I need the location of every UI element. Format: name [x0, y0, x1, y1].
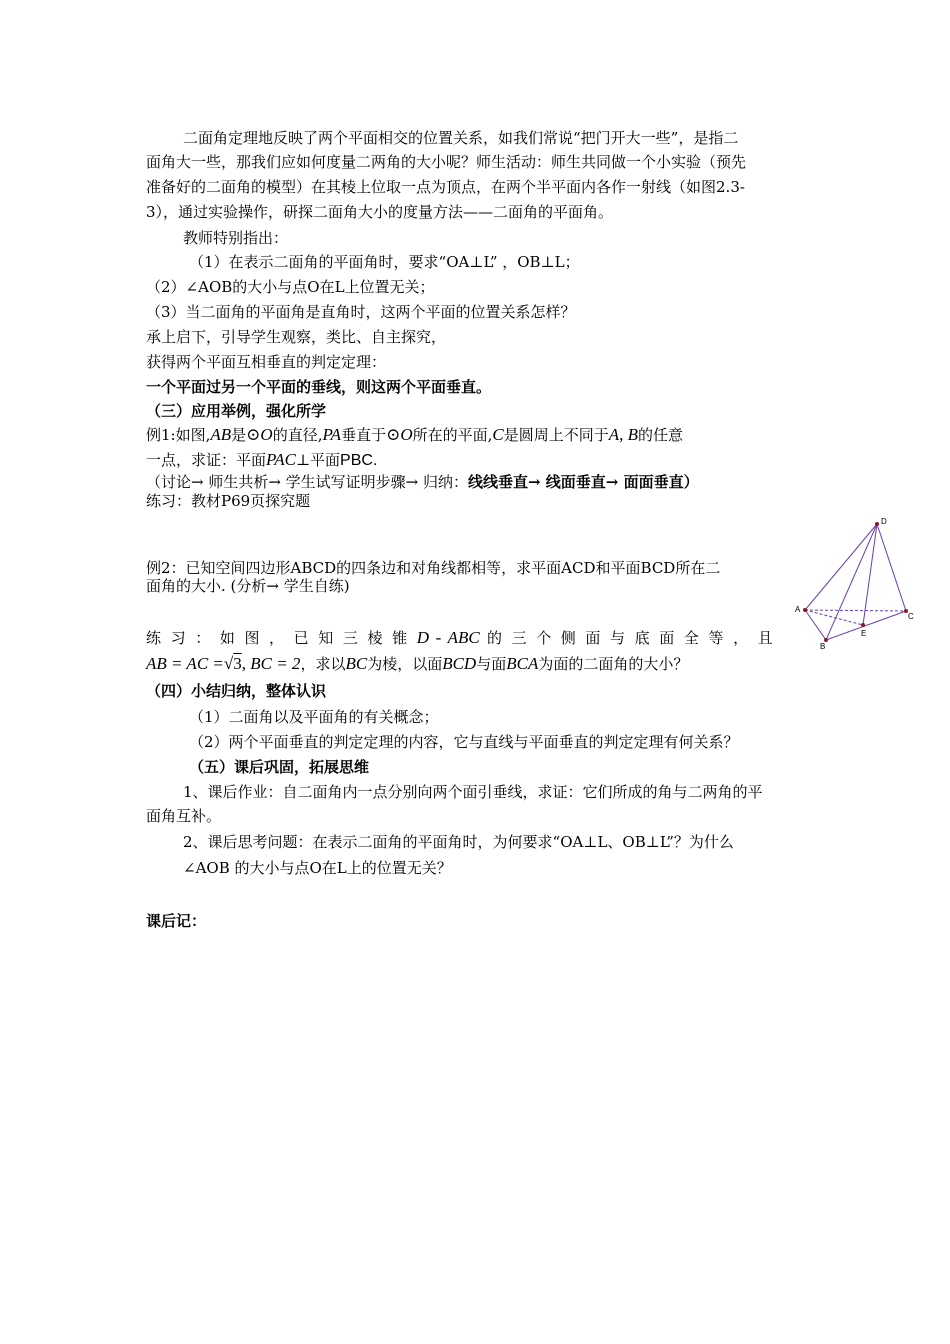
ex1-text-5: 所在的平面, [412, 426, 493, 444]
practice-math-dabc: D - ABC [416, 628, 480, 647]
label-e: E [861, 629, 867, 638]
practice-char: 个 [536, 629, 554, 647]
practice-char: 如 [219, 629, 238, 647]
label-a: A [795, 605, 801, 614]
practice-char: ， [269, 629, 287, 647]
note-2: （2）∠AOB的大小与点O在L上位置无关； [146, 278, 435, 296]
ex1-text-3: 的直径, [272, 426, 323, 444]
pyramid-figure [790, 512, 920, 652]
practice-char: 与 [610, 629, 628, 647]
teacher-note: 教师特别指出： [183, 229, 289, 247]
practice-char: 知 [318, 629, 336, 647]
practice-char: 三 [511, 629, 529, 647]
practice-text-3: 与面 [476, 655, 507, 673]
summary-1: （1）二面角以及平面角的有关概念； [189, 708, 439, 726]
practice-char: 的 [486, 629, 505, 647]
note-3: （3）当二面角的平面角是直角时，这两个平面的位置关系怎样？ [146, 303, 576, 321]
practice-char: ， [733, 629, 751, 647]
section-4-heading: （四）小结归纳，整体认识 [146, 682, 327, 700]
vertex-d [875, 522, 879, 526]
practice-math-bca: BCA [506, 654, 539, 673]
practice-math-bc: BC [345, 654, 368, 673]
practice-char: 侧 [560, 629, 579, 647]
practice-math-eq2: , BC = 2 [241, 654, 301, 673]
ex1-text-8: 一点，求证：平面 [146, 451, 267, 469]
practice-math-bcd: BCD [442, 654, 477, 673]
practice-math-eq1: AB = AC = [146, 654, 224, 673]
ex1-math-ab-points: A, B [608, 425, 639, 444]
edge-ac-hidden [805, 610, 906, 611]
example-1-line2 [146, 449, 810, 472]
ex1-text-2: 是 [231, 426, 247, 444]
practice-char: 等 [708, 629, 726, 647]
practice-text-1: ，求以 [300, 655, 346, 673]
ex1-analysis-bold: 线线垂直→ 线面垂直→ 面面垂直） [468, 473, 699, 491]
transition-1: 承上启下，引导学生观察，类比、自主探究， [146, 328, 447, 346]
example-2-line1: 例2：已知空间四边形ABCD的四条边和对角线都相等，求平面ACD和平面BCD所在二 [146, 559, 721, 577]
ex1-math-pac: PAC [266, 450, 296, 469]
ex1-analysis-text: （讨论→ 师生共析→ 学生试写证明步骤→ 归纳： [146, 473, 469, 491]
ex1-text-9: ⊥平面 [295, 451, 341, 469]
example-1-practice: 练习：教材P69页探究题 [146, 492, 311, 510]
ex1-math-circle-o-2: ⊙O [386, 425, 413, 444]
ex1-math-pa: PA [322, 425, 342, 444]
practice-char: 图 [244, 629, 262, 647]
ex1-text-1: 例1:如图, [146, 426, 211, 444]
label-c: C [908, 612, 914, 621]
practice-char: 锥 [392, 629, 410, 647]
ex1-text-4: 垂直于 [341, 426, 387, 444]
ex1-math-ab: AB [210, 425, 232, 444]
pyramid-vertices [803, 522, 908, 642]
practice-text-2: 为棱，以面 [367, 655, 443, 673]
practice-text-4: 为面的二面角的大小？ [538, 655, 689, 673]
transition-2: 获得两个平面互相垂直的判定定理： [146, 353, 387, 371]
para1-line4: 3），通过实验操作，研探二面角大小的度量方法——二面角的平面角。 [146, 203, 614, 221]
label-b: B [820, 642, 826, 651]
practice-char: 面 [659, 629, 677, 647]
practice-char: 且 [757, 629, 773, 647]
practice-char: 习 [170, 629, 189, 647]
edge-ab [805, 610, 826, 640]
homework-1a: 1、课后作业：自二面角内一点分别向两个面引垂线，求证：它们所成的角与二两角的平 [183, 783, 763, 801]
practice-char: 已 [293, 629, 312, 647]
practice-char: 全 [683, 629, 702, 647]
vertex-e [861, 623, 865, 627]
para1-line2: 面角大一些，那我们应如何度量二两角的大小呢？师生活动：师生共同做一个小实验（预先 [146, 153, 747, 171]
section-5-heading: （五）课后巩固，拓展思维 [189, 758, 370, 776]
pyramid-edges [805, 524, 906, 640]
para1-line1: 二面角定理地反映了两个平面相交的位置关系，如我们常说“把门开大一些”，是指二 [183, 129, 739, 147]
practice-math-sqrt-value: 3 [233, 654, 242, 673]
homework-2b: ∠AOB 的大小与点O在L上的位置无关？ [183, 859, 452, 877]
practice-char: ： [195, 629, 213, 647]
ex1-math-c: C [492, 425, 504, 444]
edge-dc [877, 524, 906, 611]
sqrt-sign: √ [223, 654, 234, 673]
note-1: （1）在表示二面角的平面角时，要求“OA⊥L” ，OB⊥L； [189, 253, 580, 271]
summary-2: （2）两个平面垂直的判定定理的内容，它与直线与平面垂直的判定定理有何关系？ [189, 733, 739, 751]
practice-line2 [146, 653, 810, 675]
practice-char: 练 [146, 629, 164, 647]
label-d: D [881, 517, 887, 526]
edge-da [805, 524, 877, 610]
homework-1b: 面角互补。 [146, 807, 222, 825]
practice-line1 [146, 627, 773, 649]
practice-char: 面 [585, 629, 603, 647]
ex1-text-6: 是圆周上不同于 [503, 426, 609, 444]
ex1-math-pbc: PBC. [340, 452, 378, 469]
practice-char: 棱 [367, 629, 385, 647]
example-1-line1 [146, 424, 810, 446]
section-3-heading: （三）应用举例，强化所学 [146, 402, 327, 420]
ex1-math-circle-o: ⊙O [246, 425, 273, 444]
homework-2a: 2、课后思考问题：在表示二面角的平面角时，为何要求“OA⊥L、OB⊥L”？为什么 [183, 833, 734, 851]
para1-line3: 准备好的二面角的模型）在其棱上位取一点为顶点，在两个半平面内各作一射线（如图2.3- [146, 178, 745, 196]
practice-char: 底 [634, 629, 653, 647]
vertex-a [803, 608, 807, 612]
postscript-label: 课后记： [146, 912, 207, 930]
example-2-line2: 面角的大小. (分析→ 学生自练) [146, 577, 350, 595]
ex1-text-7: 的任意 [638, 426, 684, 444]
practice-char: 三 [342, 629, 361, 647]
theorem: 一个平面过另一个平面的垂线，则这两个平面垂直。 [146, 378, 492, 396]
